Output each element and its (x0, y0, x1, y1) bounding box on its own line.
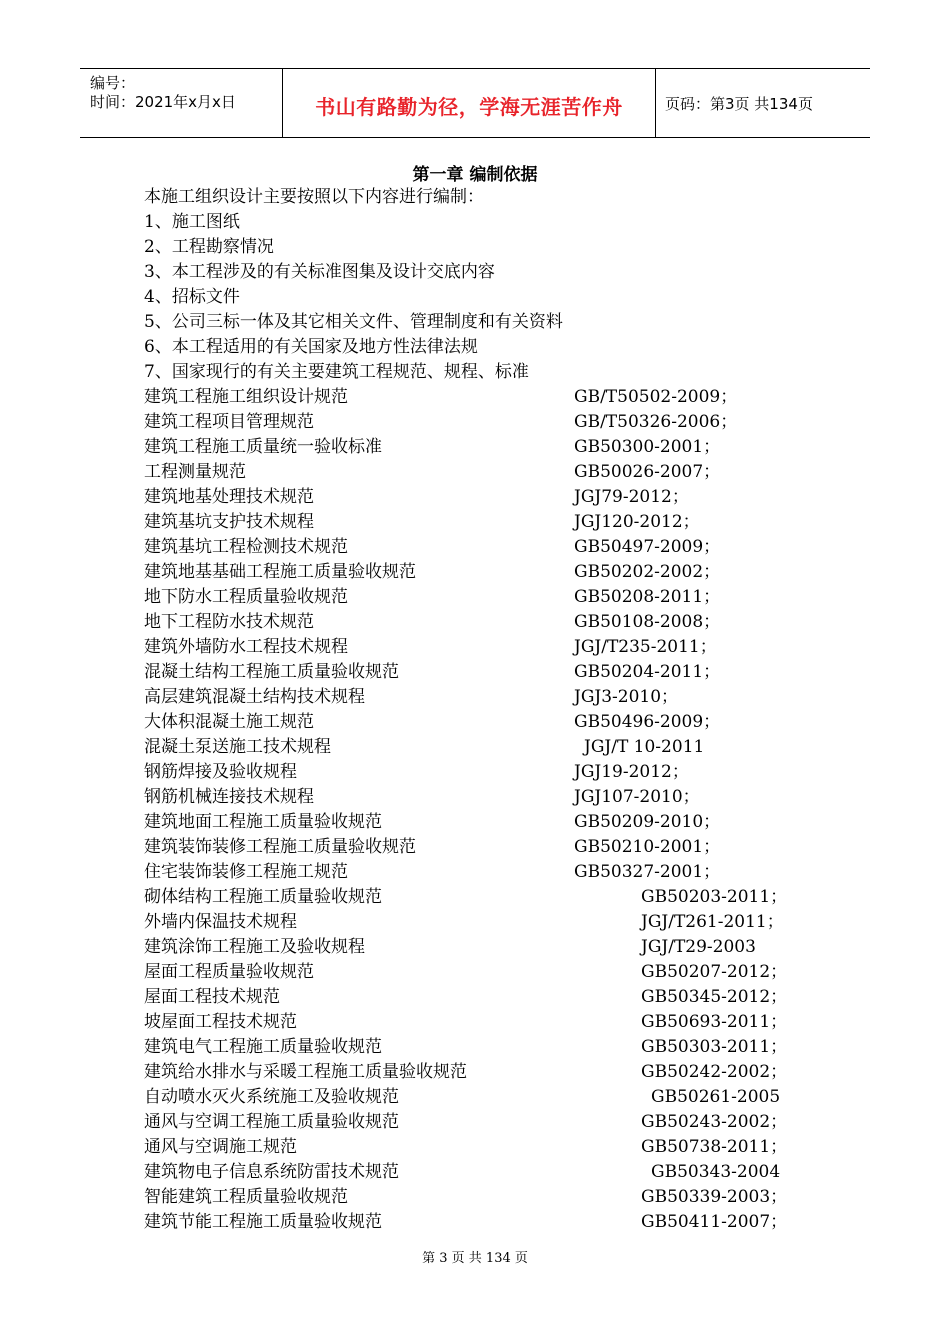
standard-name: 建筑地基基础工程施工质量验收规范 (144, 562, 416, 582)
standard-row (144, 960, 804, 985)
standard-row (144, 1085, 804, 1110)
standard-row (144, 635, 804, 660)
standard-code: JGJ/T261-2011； (641, 912, 784, 932)
standard-code: JGJ/T 10-2011 (584, 737, 705, 757)
standard-row (144, 410, 804, 435)
standard-code: GB50496-2009； (574, 712, 721, 732)
standard-code: JGJ79-2012； (574, 487, 689, 507)
list-item: 4、招标文件 (144, 287, 240, 307)
standard-code: GB50204-2011； (574, 662, 721, 682)
standard-code: JGJ120-2012； (574, 512, 700, 532)
standard-row (144, 735, 804, 760)
page-header (80, 68, 870, 138)
standard-row (144, 760, 804, 785)
standard-row (144, 860, 804, 885)
standard-name: 钢筋机械连接技术规程 (144, 787, 314, 807)
standard-code: GB50327-2001； (574, 862, 721, 882)
standard-row (144, 610, 804, 635)
standard-code: GB50202-2002； (574, 562, 721, 582)
list-item: 6、本工程适用的有关国家及地方性法律法规 (144, 337, 478, 357)
standard-name: 坡屋面工程技术规范 (144, 1012, 297, 1032)
header-motto-cell (282, 69, 656, 137)
standard-name: 建筑工程施工组织设计规范 (144, 387, 348, 407)
standard-row (144, 1035, 804, 1060)
standard-name: 建筑给水排水与采暖工程施工质量验收规范 (144, 1062, 467, 1082)
standard-name: 通风与空调工程施工质量验收规范 (144, 1112, 399, 1132)
header-page-cell (655, 69, 870, 137)
standard-row (144, 510, 804, 535)
standard-name: 建筑基坑工程检测技术规范 (144, 537, 348, 557)
chapter-title: 第一章 编制依据 (412, 165, 538, 185)
document-date: 时间：2021年x月x日 (90, 93, 236, 111)
standard-code: JGJ107-2010； (574, 787, 700, 807)
standard-row (144, 935, 804, 960)
standard-row (144, 460, 804, 485)
standard-row (144, 435, 804, 460)
standard-name: 智能建筑工程质量验收规范 (144, 1187, 348, 1207)
standard-row (144, 835, 804, 860)
standard-name: 外墙内保温技术规程 (144, 912, 297, 932)
standard-row (144, 1210, 804, 1235)
standard-code: JGJ/T29-2003 (641, 937, 756, 957)
standard-name: 混凝土结构工程施工质量验收规范 (144, 662, 399, 682)
standard-code: GB50261-2005 (651, 1087, 781, 1107)
standard-code: GB50207-2012； (641, 962, 788, 982)
standard-row (144, 910, 804, 935)
standard-code: GB50300-2001； (574, 437, 721, 457)
list-item: 2、工程勘察情况 (144, 237, 274, 257)
standard-name: 建筑工程施工质量统一验收标准 (144, 437, 382, 457)
standard-name: 钢筋焊接及验收规程 (144, 762, 297, 782)
standard-code: GB50343-2004 (651, 1162, 781, 1182)
document-number: 编号： (90, 74, 136, 92)
standard-row (144, 585, 804, 610)
standard-name: 建筑涂饰工程施工及验收规程 (144, 937, 365, 957)
standard-code: GB50411-2007； (641, 1212, 788, 1232)
standard-row (144, 885, 804, 910)
page-footer: 第 3 页 共 134 页 (422, 1251, 528, 1266)
standard-name: 混凝土泵送施工技术规程 (144, 737, 331, 757)
standard-code: JGJ3-2010； (574, 687, 679, 707)
standard-code: GB50303-2011； (641, 1037, 788, 1057)
standard-row (144, 985, 804, 1010)
standard-name: 建筑基坑支护技术规程 (144, 512, 314, 532)
standard-name: 建筑地面工程施工质量验收规范 (144, 812, 382, 832)
standard-code: GB50108-2008； (574, 612, 721, 632)
standard-row (144, 810, 804, 835)
standard-name: 高层建筑混凝土结构技术规程 (144, 687, 365, 707)
standard-row (144, 1010, 804, 1035)
header-motto: 书山有路勤为径，学海无涯苦作舟 (315, 95, 623, 119)
intro-paragraph: 本施工组织设计主要按照以下内容进行编制： (144, 187, 484, 207)
list-item: 7、国家现行的有关主要建筑工程规范、规程、标准 (144, 362, 529, 382)
standard-row (144, 1185, 804, 1210)
list-item: 3、本工程涉及的有关标准图集及设计交底内容 (144, 262, 495, 282)
standard-name: 建筑节能工程施工质量验收规范 (144, 1212, 382, 1232)
standard-code: JGJ19-2012； (574, 762, 689, 782)
standard-row (144, 1110, 804, 1135)
standard-name: 建筑工程项目管理规范 (144, 412, 314, 432)
standard-row (144, 535, 804, 560)
standard-name: 自动喷水灭火系统施工及验收规范 (144, 1087, 399, 1107)
standard-code: GB50339-2003； (641, 1187, 788, 1207)
standard-code: GB50026-2007； (574, 462, 721, 482)
standard-code: GB/T50326-2006； (574, 412, 738, 432)
standard-row (144, 685, 804, 710)
standard-name: 地下防水工程质量验收规范 (144, 587, 348, 607)
standard-row (144, 710, 804, 735)
standard-name: 建筑物电子信息系统防雷技术规范 (144, 1162, 399, 1182)
standard-name: 建筑地基处理技术规范 (144, 487, 314, 507)
standard-code: GB/T50502-2009； (574, 387, 738, 407)
header-meta (80, 69, 282, 137)
standard-code: GB50497-2009； (574, 537, 721, 557)
standard-row (144, 660, 804, 685)
standard-code: JGJ/T235-2011； (574, 637, 717, 657)
list-item: 1、施工图纸 (144, 212, 240, 232)
standard-name: 大体积混凝土施工规范 (144, 712, 314, 732)
standard-code: GB50203-2011； (641, 887, 788, 907)
standard-row (144, 560, 804, 585)
standard-row (144, 385, 804, 410)
header-page-number: 页码：第3页 共134页 (665, 95, 813, 113)
standard-name: 住宅装饰装修工程施工规范 (144, 862, 348, 882)
standard-name: 通风与空调施工规范 (144, 1137, 297, 1157)
list-item: 5、公司三标一体及其它相关文件、管理制度和有关资料 (144, 312, 563, 332)
standard-name: 砌体结构工程施工质量验收规范 (144, 887, 382, 907)
standard-name: 地下工程防水技术规范 (144, 612, 314, 632)
standard-row (144, 1160, 804, 1185)
standard-name: 屋面工程质量验收规范 (144, 962, 314, 982)
standard-code: GB50210-2001； (574, 837, 721, 857)
standard-code: GB50209-2010； (574, 812, 721, 832)
standard-code: GB50242-2002； (641, 1062, 788, 1082)
standard-code: GB50345-2012； (641, 987, 788, 1007)
standard-row (144, 1135, 804, 1160)
standard-name: 建筑电气工程施工质量验收规范 (144, 1037, 382, 1057)
standard-name: 建筑外墙防水工程技术规程 (144, 637, 348, 657)
standard-row (144, 785, 804, 810)
standard-name: 建筑装饰装修工程施工质量验收规范 (144, 837, 416, 857)
standard-code: GB50208-2011； (574, 587, 721, 607)
standard-row (144, 485, 804, 510)
standard-name: 屋面工程技术规范 (144, 987, 280, 1007)
standard-code: GB50243-2002； (641, 1112, 788, 1132)
standard-code: GB50738-2011； (641, 1137, 788, 1157)
standard-code: GB50693-2011； (641, 1012, 788, 1032)
standard-name: 工程测量规范 (144, 462, 246, 482)
standard-row (144, 1060, 804, 1085)
